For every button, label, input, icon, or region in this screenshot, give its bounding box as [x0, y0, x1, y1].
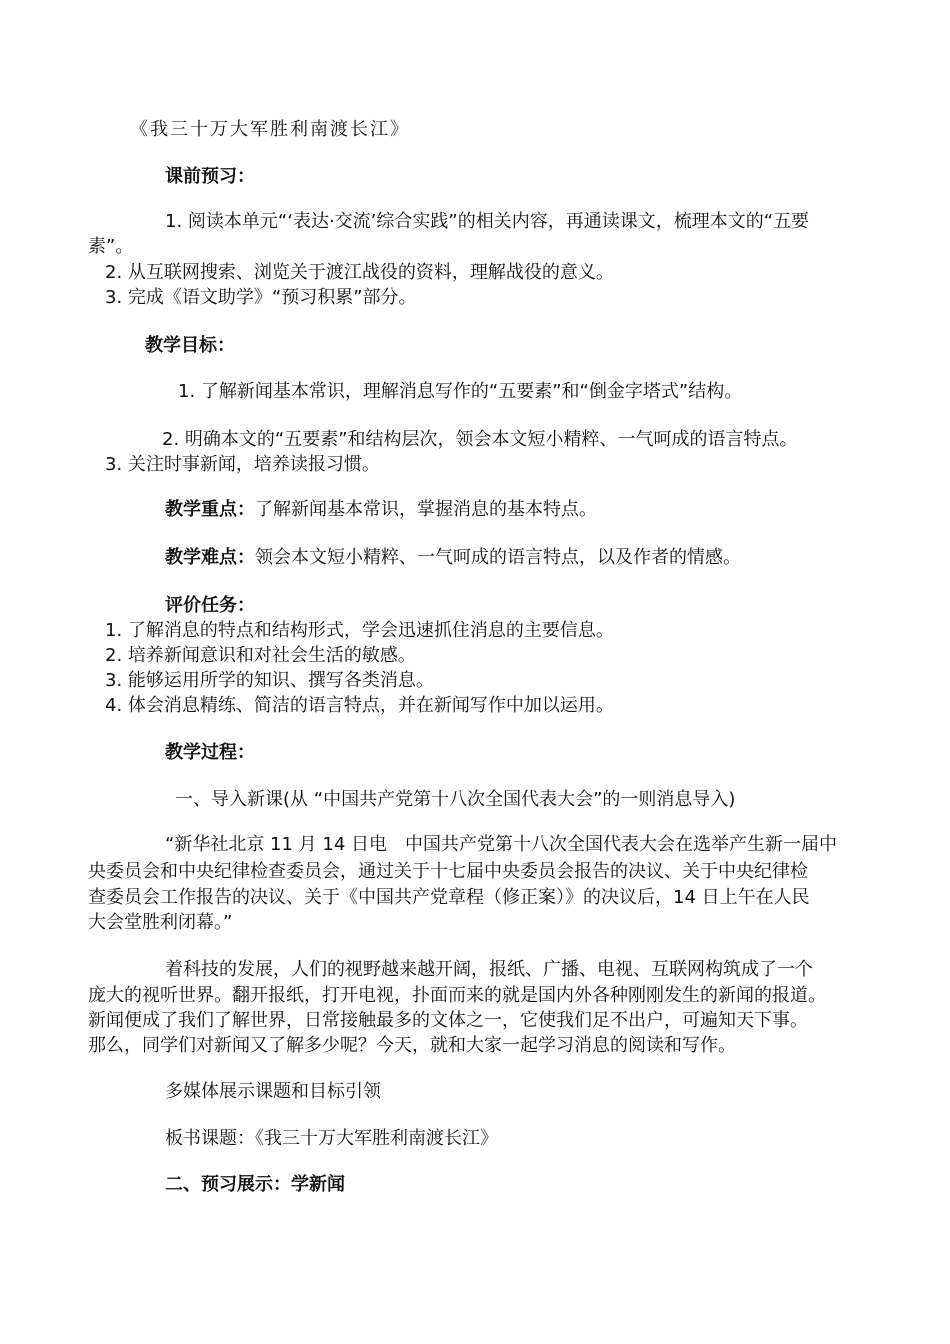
news-quote-line-4: 大会堂胜利闭幕。” — [88, 912, 233, 933]
intro-para-line-2: 庞大的视听世界。翻开报纸，打开电视，扑面而来的就是国内外各种刚刚发生的新闻的报道。 — [88, 985, 826, 1006]
evaluation-item-3: 3. 能够运用所学的知识、撰写各类消息。 — [105, 670, 434, 691]
process-heading: 教学过程： — [165, 742, 255, 763]
key-point — [165, 498, 597, 522]
news-quote-line-2: 央委员会和中央纪律检查委员会，通过关于十七届中央委员会报告的决议、关于中央纪律检 — [88, 861, 808, 882]
preview-heading: 课前预习： — [165, 166, 255, 187]
evaluation-item-4: 4. 体会消息精练、简洁的语言特点，并在新闻写作中加以运用。 — [105, 695, 614, 716]
evaluation-item-1: 1. 了解消息的特点和结构形式，学会迅速抓住消息的主要信息。 — [105, 620, 614, 641]
difficulty-label: 教学难点： — [165, 547, 255, 568]
difficulty — [165, 546, 741, 570]
process-step-2: 二、预习展示：学新闻 — [165, 1174, 345, 1195]
difficulty-text: 领会本文短小精粹、一气呵成的语言特点，以及作者的情感。 — [255, 547, 741, 568]
key-point-text: 了解新闻基本常识，掌握消息的基本特点。 — [255, 499, 597, 520]
intro-para-line-3: 新闻便成了我们了解世界，日常接触最多的文体之一，它使我们足不出户，可遍知天下事。 — [88, 1010, 808, 1031]
news-quote-line-1: “新华社北京 11 月 14 日电 中国共产党第十八次全国代表大会在选举产生新一届中 — [165, 834, 838, 855]
evaluation-item-2: 2. 培养新闻意识和对社会生活的敏感。 — [105, 645, 416, 666]
key-point-label: 教学重点： — [165, 499, 255, 520]
process-step-1: 一、导入新课(从 “中国共产党第十八次全国代表大会”的一则消息导入) — [175, 789, 736, 810]
preview-item-3: 3. 完成《语文助学》“预习积累”部分。 — [105, 287, 417, 308]
intro-para-line-4: 那么，同学们对新闻又了解多少呢？今天，就和大家一起学习消息的阅读和写作。 — [88, 1035, 736, 1056]
news-quote-line-3: 查委员会工作报告的决议、关于《中国共产党章程（修正案）》的决议后，14 日上午在人民 — [88, 887, 810, 908]
goal-item-3: 3. 关注时事新闻，培养读报习惯。 — [105, 454, 380, 475]
goal-item-2: 2. 明确本文的“五要素”和结构层次，领会本文短小精粹、一气呵成的语言特点。 — [162, 429, 798, 450]
evaluation-heading: 评价任务： — [165, 595, 255, 616]
board-title: 板书课题：《我三十万大军胜利南渡长江》 — [165, 1128, 498, 1149]
goals-heading: 教学目标： — [145, 335, 235, 356]
intro-para-line-1: 着科技的发展，人们的视野越来越开阔，报纸、广播、电视、互联网构筑成了一个 — [165, 959, 813, 980]
doc-title: 《我三十万大军胜利南渡长江》 — [130, 119, 410, 140]
multimedia-note: 多媒体展示课题和目标引领 — [165, 1081, 381, 1102]
preview-item-1: 1. 阅读本单元“‘表达·交流’综合实践”的相关内容，再通读课文，梳理本文的“五要 — [165, 211, 810, 232]
goal-item-1: 1. 了解新闻基本常识，理解消息写作的“五要素”和“倒金字塔式”结构。 — [178, 381, 743, 402]
preview-item-1-cont: 素”。 — [88, 236, 134, 257]
preview-item-2: 2. 从互联网搜索、浏览关于渡江战役的资料，理解战役的意义。 — [105, 262, 614, 283]
